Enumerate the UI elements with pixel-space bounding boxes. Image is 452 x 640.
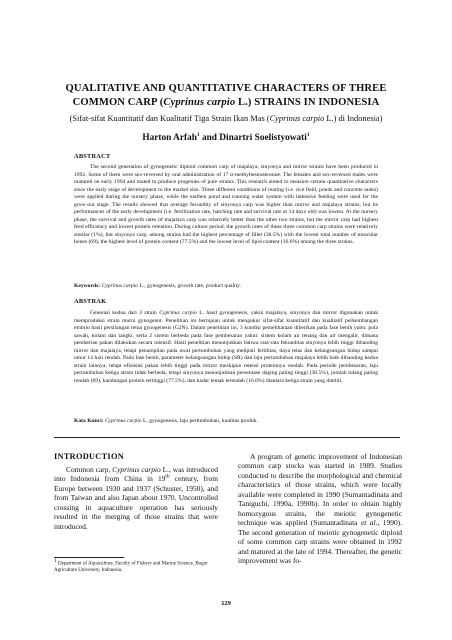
author-1-affiliation-mark: 1 bbox=[196, 131, 200, 138]
paper-title bbox=[40, 82, 412, 110]
author-line: Harton Arfah$^1$ and Dinartri Soelistyowati$^1$ bbox=[142, 131, 310, 143]
page-number: 129 bbox=[221, 600, 231, 607]
kata-kunci: Kata Kunci: Cyprinus carpio L, gynogenesis, laju pertumbuhan, kualitas produk. bbox=[74, 418, 258, 424]
introduction-left-column: Common carp, Cyprinus carpio L., was introduced into Indonesia from China in 19th century, from Europe between 1930 and 1937 (Schuster, 1950), and from Taiwan and also Japan about 1970. Uncontrolled crossing in aquaculture operation has seriously resulted in the merging of those strains that were introduced. bbox=[54, 465, 218, 531]
keywords-label: Keywords: bbox=[74, 283, 101, 289]
footnote-mark: 1 bbox=[54, 558, 57, 564]
title-line-2: COMMON CARP (Cyprinus carpio L.) STRAINS IN INDONESIA bbox=[72, 97, 380, 108]
abstract-body: The second generation of gynogenetic diploid common carp of majalaya, sinyonya and mirror strains have been produced in 1992. Some of them were sex-reversed by oral administration of 17 α-methyltestosteronne. The females and sex-reversed males were matured on early 1994 and mated to produce progenies of pure strains. This research aimed to measure certain quantitative characters since the early stage of development to the market size. Three different conditions of rearing (i.e. rice field, ponds and concrete tanks) were applied during the nursery phase, while the earthen pond and running water system with intensive feeding were used for the grow-out stage. The results showed that average fecundity of sinyonya carp was higher than mirror and majalaya strains, but its performances of the early development (i.e. fertilization rate, hatching rate and survival rate at 14 days old) was lowest. At the nursery phase, the survival and growth rates of majalaya carp was relatively better than the other two strains, but the mirror carp had highest feed efficiency and lowest protein retention. During culture period, the growth rates of these three common carp strains were relatively similar (1%), but sinyonya carp, among strains had the highest percentage of fillet (38.5%) with the lowest total number of muscular bones (69), the highest level of protein content (77.5%) and the lowest level of lipid content (16.6%) among the three strains. bbox=[74, 164, 378, 246]
title-line-1: QUALITATIVE AND QUANTITATIVE CHARACTERS OF THREE bbox=[65, 83, 387, 94]
author-2: Dinartri Soelistyowati bbox=[219, 133, 307, 143]
keywords: Keywords: Cyprinus carpio L., gynogenesis, growth rate, product quality. bbox=[74, 283, 241, 289]
abstrak-body: Generasi kedua dari 3 strain Cyprinus carpio L. hasil gynogenesis, yakni majalaya, sinyonya dan mirror digunakan untuk memproduksi strain murni gynogenot. Penelitian ini bertujuan untuk mengukur sifat-sifat kuantitatif dan kualitatif perkembangan embrio hasil persilangan tetua gynogenesis (G2N). Dalam penelitian ini, 3 kondisi pemeliharaan diberikan pada fase benih yaitu: pola sawah, kolam dan tangki, serta 2 sistem berbeda pada fase pembesaran yakni: sistem kolam air tenang dan air mengalir, dimana pemberian pakan dilakukan secara intensif. Hasil penelitian menunjukkan bahwa rata-rata fekunditas sinyonya lebih tinggi dibanding mirror dan majalaya, tetapi penampilan pada awal pertumbuhan yang meliputi fertilitas, daya tetas dan kelangsungan hidup sampai umur 14 hari rendah. Pada fase benih, parameter kelangsungan hidup (SR) dan laju pertumbuhan majalaya lebih baik dibanding kedua strain lainnya, tetapi efisiensi pakan lebih tinggi pada mirror meskipun retensi proteinnya rendah. Pada periode pembesaran, laju pertumbuhan ketiga strain tidak berbeda, tetapi sinyonya menunjukkan persentase daging paling tinggi (38.5%), jumlah tulang paling rendah (69), kandungan protein tertinggi (77.5%), dan kadar lemak terendah (16.6%) diantara ketiga strain yang diteliti. bbox=[74, 310, 379, 384]
kata-kunci-label: Kata Kunci: bbox=[74, 418, 104, 424]
introduction-heading: INTRODUCTION bbox=[54, 452, 124, 461]
title-species: Cyprinus carpio bbox=[163, 97, 236, 108]
paper-subtitle: (Sifat-sifat Kuantitatif dan Kualitatif Tiga Strain Ikan Mas (Cyprinus carpio L.) di Indonesia) bbox=[69, 114, 383, 123]
author-1: Harton Arfah bbox=[142, 133, 197, 143]
section-divider bbox=[54, 437, 400, 438]
footnote: $^1$ Department of Aquaculture, Faculty of Fishery and Marine Science. Bogor Agriculture University, Indonesia. bbox=[54, 558, 208, 573]
introduction-right-column: A program of genetic improvement of Indonesian common carp stocks was started in 1989. Studies conducted to describe the morphological and chemical characteristics of those strains, which were locally available were completed in 1990 (Sumantadinata and Taniguchi, 1990a, 1990b). In order to obtain highly homozygous strains, the meiotic gynogenetic technique was applied (Sumantadinata et al., 1990). The second generation of meiotic gynogenetic diploid of some common carp strains were obtained in 1992 and matured at the late of 1994. Thereafter, the genetic improvement was fo- bbox=[238, 452, 403, 565]
footnote-rule bbox=[54, 557, 124, 558]
subtitle-species: Cyprinus carpio bbox=[269, 114, 325, 123]
abstrak-heading: ABSTRAK bbox=[74, 298, 107, 305]
abstract-heading: ABSTRACT bbox=[74, 153, 111, 160]
author-2-affiliation-mark: 1 bbox=[306, 131, 310, 138]
